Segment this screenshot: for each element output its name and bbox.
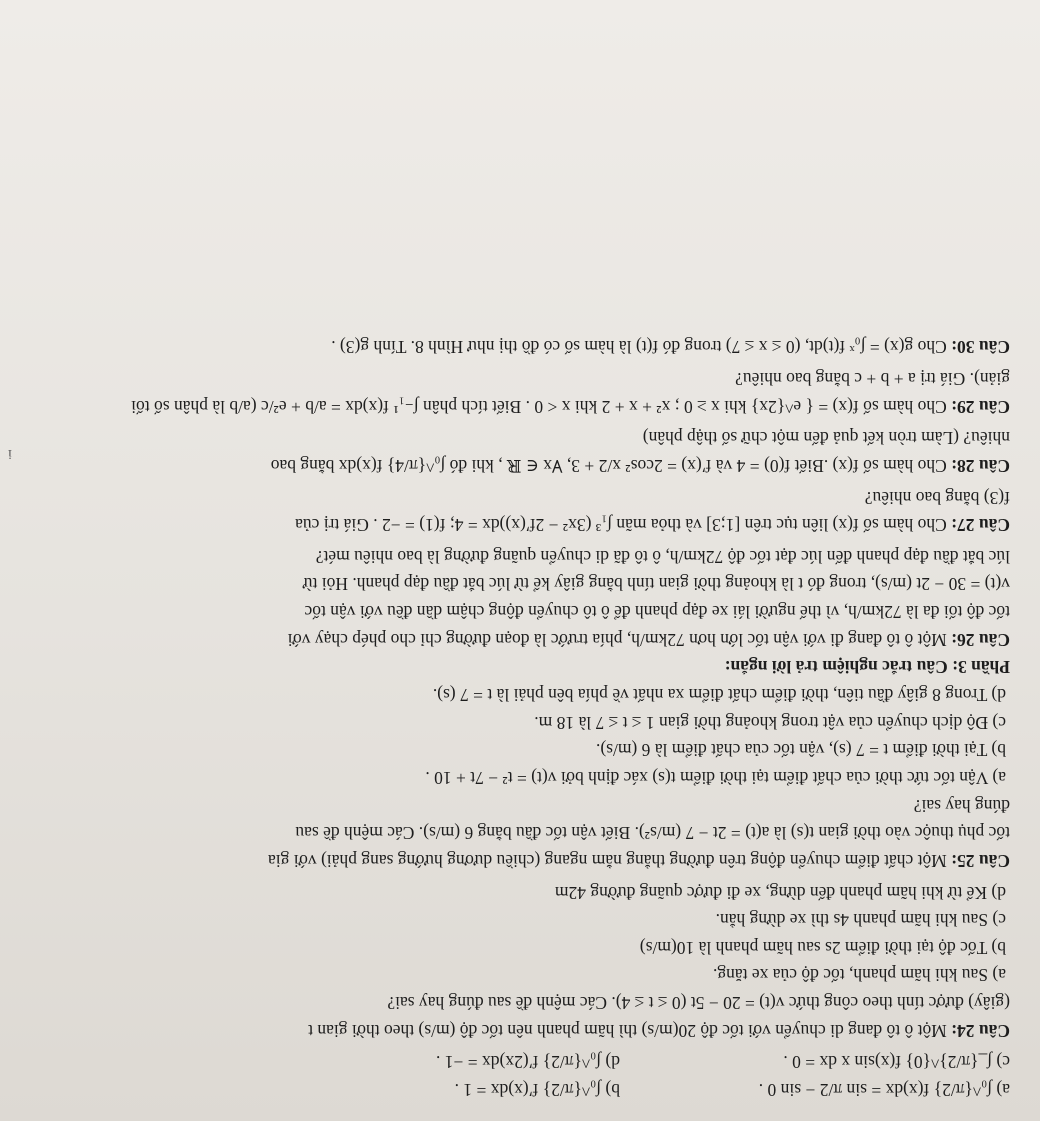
q23-option-c: c) ∫_{π/2}^{0} f(x)sin x dx = 0 . <box>783 1052 1010 1073</box>
question-text: Cho hàm số f(x) .Biết f(0) = 4 và f′(x) = 2cos² x/2 + 3, ∀x ∈ ℝ , khi đó ∫₀^{π/4} f(x)dx bằng bao <box>270 455 947 476</box>
question-text: Cho g(x) = ∫₀ˣ f(t)dt, (0 ≤ x ≤ 7) trong đó f(t) là hàm số có đồ thị như Hình 8. Tính g(3) . <box>331 337 947 358</box>
option-b: b) Tốc độ tại thời điểm 2s sau hãm phanh là 10(m/s) <box>639 937 1006 958</box>
q23-row-1 <box>18 1075 1010 1103</box>
question-26 <box>18 542 1010 653</box>
question-text: (giây) được tính theo công thức v(t) = 20 − 5t (0 ≤ t ≤ 4). Các mệnh đề sau đúng hay sai? <box>387 993 1010 1014</box>
question-text: f(3) bằng bao nhiêu? <box>864 487 1010 508</box>
question-text: giản). Giá trị a + b + c bằng bao nhiêu? <box>735 368 1010 389</box>
question-label: Câu 30: <box>951 337 1010 358</box>
q23-row-2 <box>18 1048 1010 1076</box>
section-heading: Phần 3: Câu trắc nghiệm trả lời ngắn: <box>724 657 1010 678</box>
question-label: Câu 24: <box>951 1020 1010 1041</box>
question-text: Một ô tô đang di chuyển với tốc độ 20(m/s) thì hãm phanh nên tốc độ (m/s) theo thời gian t <box>308 1020 947 1041</box>
question-text: tốc phụ thuộc vào thời gian t(s) là a(t) = 2t − 7 (m/s²). Biết vận tốc đầu bằng 6 (m/s). Các mệnh đề sau <box>295 823 1010 844</box>
question-label: Câu 29: <box>951 396 1010 417</box>
question-text: Một chất điểm chuyển động trên đường thẳng nằm ngang (chiều dương hướng sang phải) với gia <box>267 850 947 871</box>
question-text: tốc độ tối đa là 72km/h, vì thế người lái xe đạp phanh để ô tô chuyển động chậm dần đều với vận tốc <box>304 602 1010 623</box>
question-text: nhiêu? (Làm tròn kết quả đến một chữ số thập phân) <box>642 428 1010 449</box>
question-30 <box>18 333 1010 361</box>
option-d: d) Kể từ khi hãm phanh đến dừng, xe đi được quãng đường 42m <box>554 882 1006 903</box>
option-d: d) Trong 8 giây đầu tiên, thời điểm chất điểm xa nhất về phía bên phải là t = 7 (s). <box>432 685 1006 706</box>
question-text: Cho hàm số f(x) = { e^{2x} khi x ≥ 0 ; x² + x + 2 khi x < 0 . Biết tích phân ∫₋₁¹ f(x)dx = a/b + e²/c (a/b là phân số tối <box>131 396 947 417</box>
question-text: Một ô tô đang đi với vận tốc lớn hơn 72km/h, phía trước là đoạn đường chỉ cho phép chạy với <box>287 629 947 650</box>
question-25 <box>18 680 1010 873</box>
option-a: a) Vận tốc tức thời của chất điểm tại thời điểm t(s) xác định bởi v(t) = t² − 7t + 10 . <box>425 767 1006 788</box>
q23-option-d: d) ∫₀^{π/2} f′(2x)dx = −1 . <box>436 1052 620 1073</box>
option-b: b) Tại thời điểm t = 7 (s), vận tốc của chất điểm là 6 (m/s). <box>595 740 1006 761</box>
question-24 <box>18 878 1010 1044</box>
option-c: c) Sau khi hãm phanh 4s thì xe dừng hẳn. <box>715 910 1006 931</box>
question-label: Câu 27: <box>951 515 1010 536</box>
stray-mark: i <box>8 446 12 461</box>
question-text: lúc bắt đầu đạp phanh đến lúc đạt tốc độ 72km/h, ô tô đã di chuyển quãng đường là bao nhiêu mét? <box>315 546 1010 567</box>
q23-option-b: b) ∫₀^{π/2} f′(x)dx = 1 . <box>454 1080 620 1100</box>
question-27 <box>18 483 1010 538</box>
question-text: Cho hàm số f(x) liên tục trên [1;3] và thỏa mãn ∫₁³ (3x² − 2f′(x))dx = 4; f(1) = −2 . Giá trị của <box>295 515 947 536</box>
question-label: Câu 26: <box>951 629 1010 650</box>
question-text: v(t) = 30 − 2t (m/s), trong đó t là khoảng thời gian tính bằng giây kể từ lúc bắt đầu đạp phanh. Hỏi từ <box>302 574 1010 595</box>
question-text: đúng hay sai? <box>913 795 1010 816</box>
q23-option-a: a) ∫₀^{π/2} f(x)dx = sin π/2 − sin 0 . <box>758 1080 1010 1100</box>
option-c: c) Độ dịch chuyển của vật trong khoảng thời gian 1 ≤ t ≤ 7 là 18 m. <box>534 712 1006 733</box>
question-28 <box>18 424 1010 479</box>
question-label: Câu 25: <box>951 850 1010 871</box>
question-29 <box>18 364 1010 419</box>
question-label: Câu 28: <box>951 455 1010 476</box>
option-a: a) Sau khi hãm phanh, tốc độ của xe tăng. <box>712 965 1006 986</box>
document-body <box>18 333 1010 1103</box>
